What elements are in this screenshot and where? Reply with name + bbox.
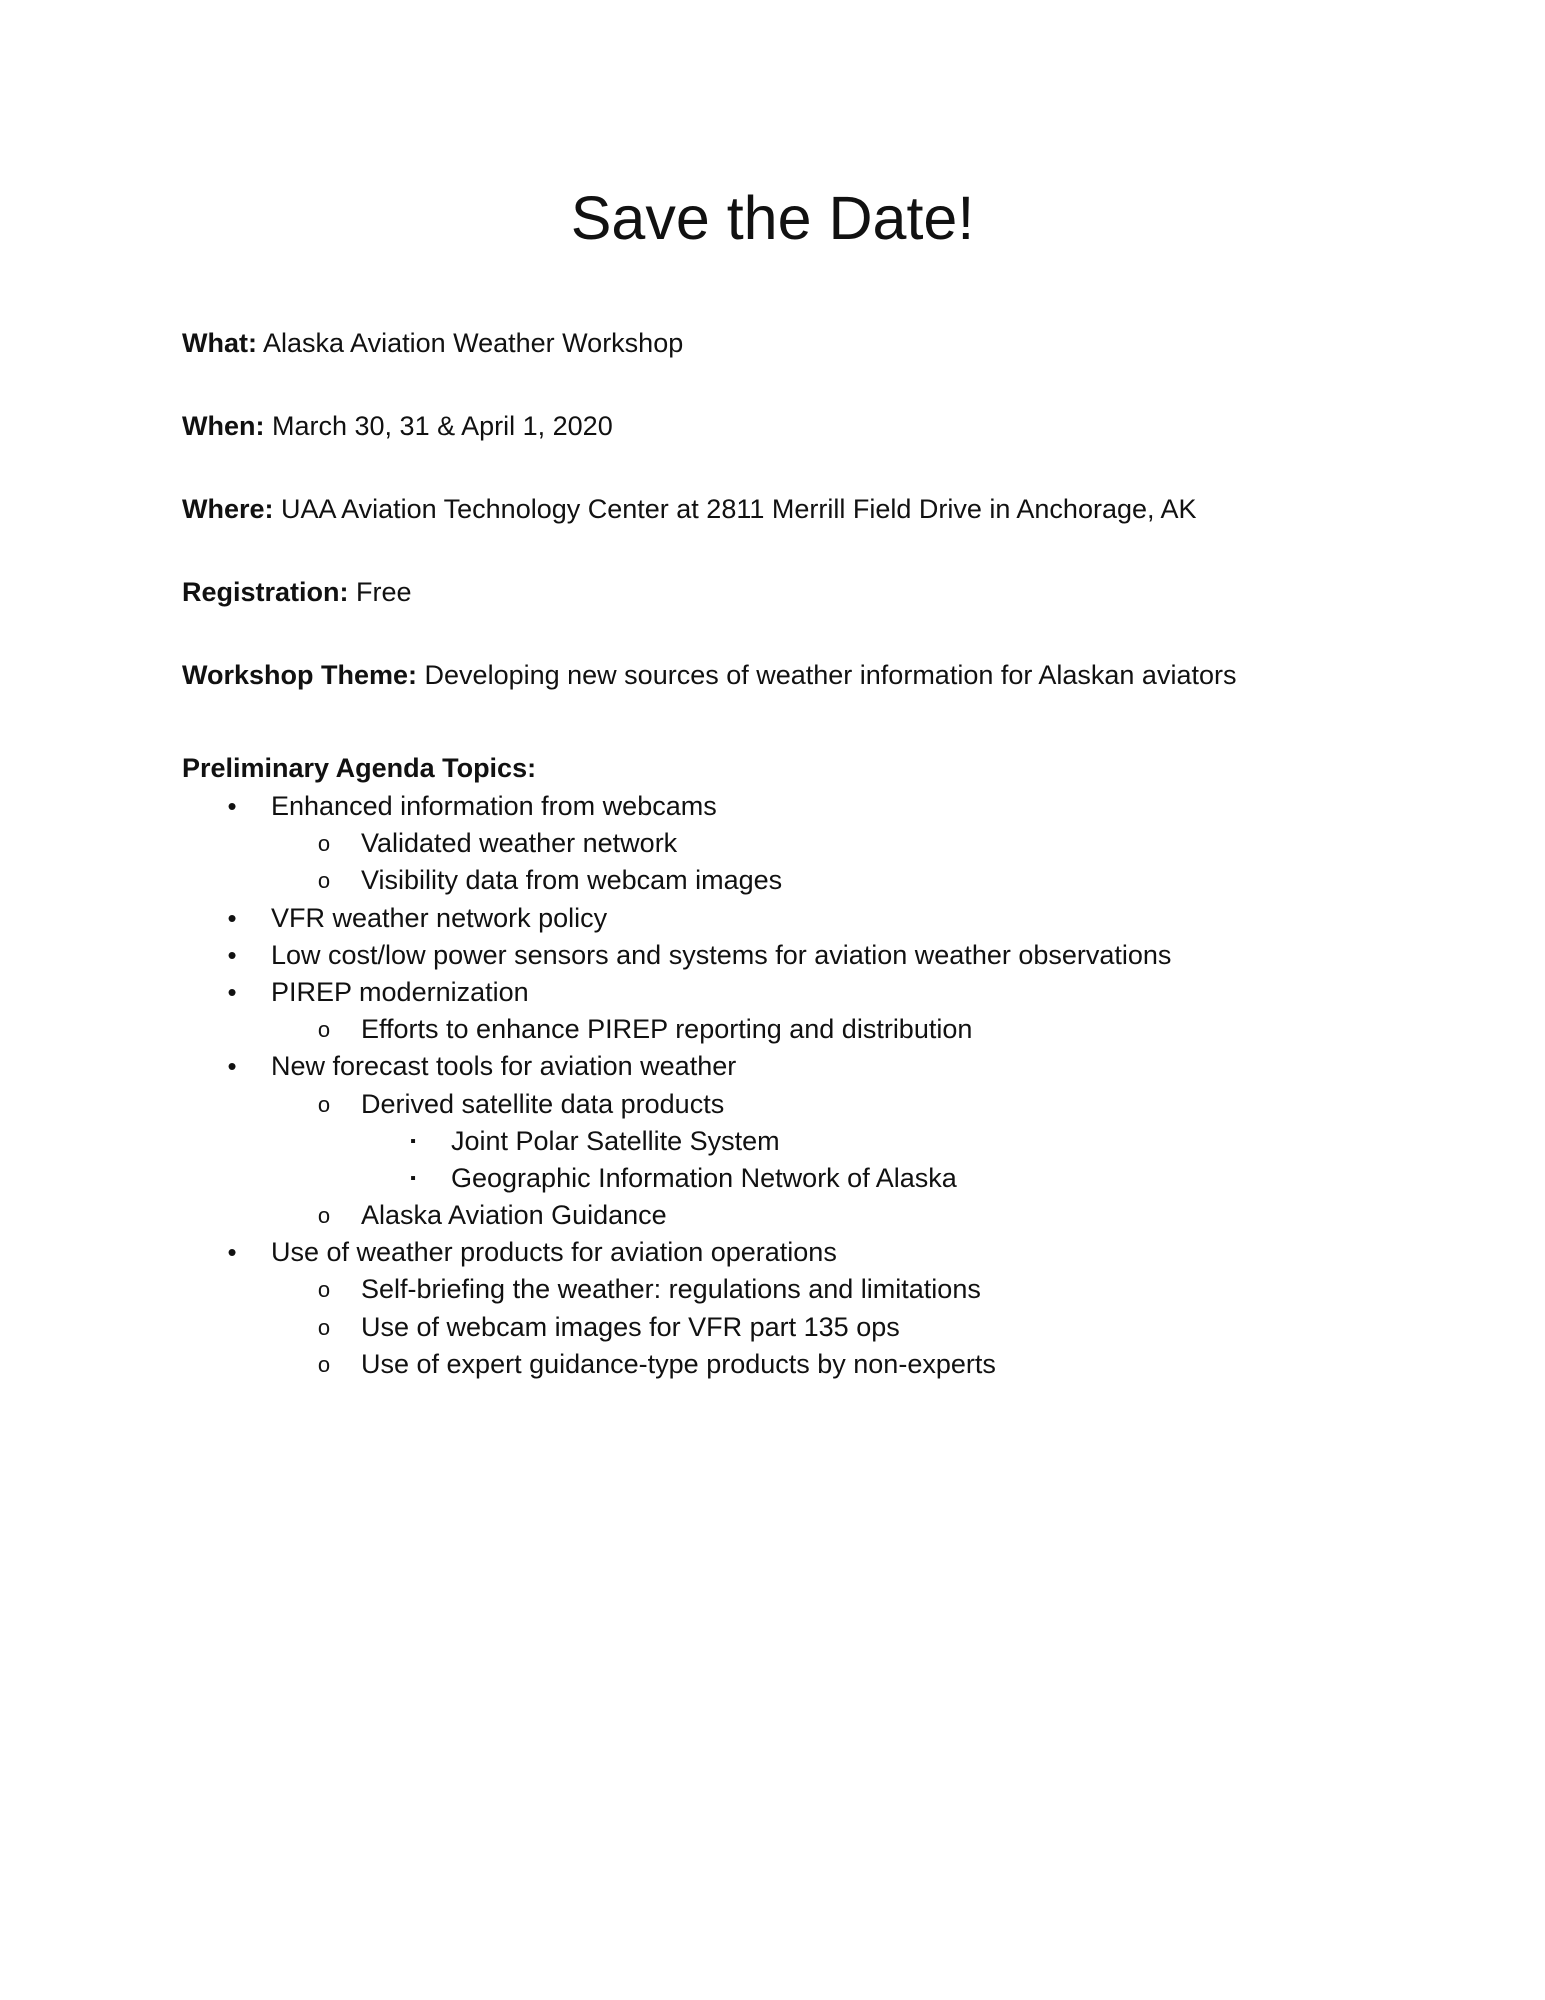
what-label: What:	[182, 328, 257, 358]
circle-bullet-icon: o	[317, 1017, 331, 1043]
circle-bullet-icon: o	[317, 1203, 331, 1229]
square-bullet-icon: ▪	[410, 1132, 416, 1150]
bullet-icon: •	[227, 902, 237, 933]
bullet-icon: •	[227, 939, 237, 970]
theme-field	[182, 657, 1236, 693]
circle-bullet-icon: o	[317, 831, 331, 857]
where-label: Where:	[182, 494, 274, 524]
bullet-icon: •	[227, 976, 237, 1007]
when-value: March 30, 31 & April 1, 2020	[272, 411, 613, 441]
circle-bullet-icon: o	[317, 1091, 331, 1117]
where-field	[182, 491, 1197, 527]
theme-value: Developing new sources of weather information for Alaskan aviators	[424, 660, 1237, 690]
registration-label: Registration:	[182, 577, 349, 607]
what-value: Alaska Aviation Weather Workshop	[263, 328, 684, 358]
circle-bullet-icon: o	[317, 1277, 331, 1303]
what-field	[182, 325, 683, 361]
bullet-icon: •	[227, 1237, 237, 1268]
agenda-heading: Preliminary Agenda Topics:	[182, 753, 537, 783]
circle-bullet-icon: o	[317, 1351, 331, 1377]
bullet-icon: •	[227, 791, 237, 821]
when-field	[182, 408, 613, 444]
when-label: When:	[182, 411, 265, 441]
theme-label: Workshop Theme:	[182, 660, 418, 690]
page-title: Save the Date!	[570, 184, 975, 252]
where-value: UAA Aviation Technology Center at 2811 Merrill Field Drive in Anchorage, AK	[281, 494, 1197, 524]
bullet-icon: •	[227, 1051, 237, 1082]
registration-value: Free	[356, 577, 412, 607]
circle-bullet-icon: o	[317, 1314, 331, 1340]
square-bullet-icon: ▪	[410, 1169, 416, 1187]
circle-bullet-icon: o	[317, 868, 331, 894]
registration-field	[182, 574, 412, 610]
